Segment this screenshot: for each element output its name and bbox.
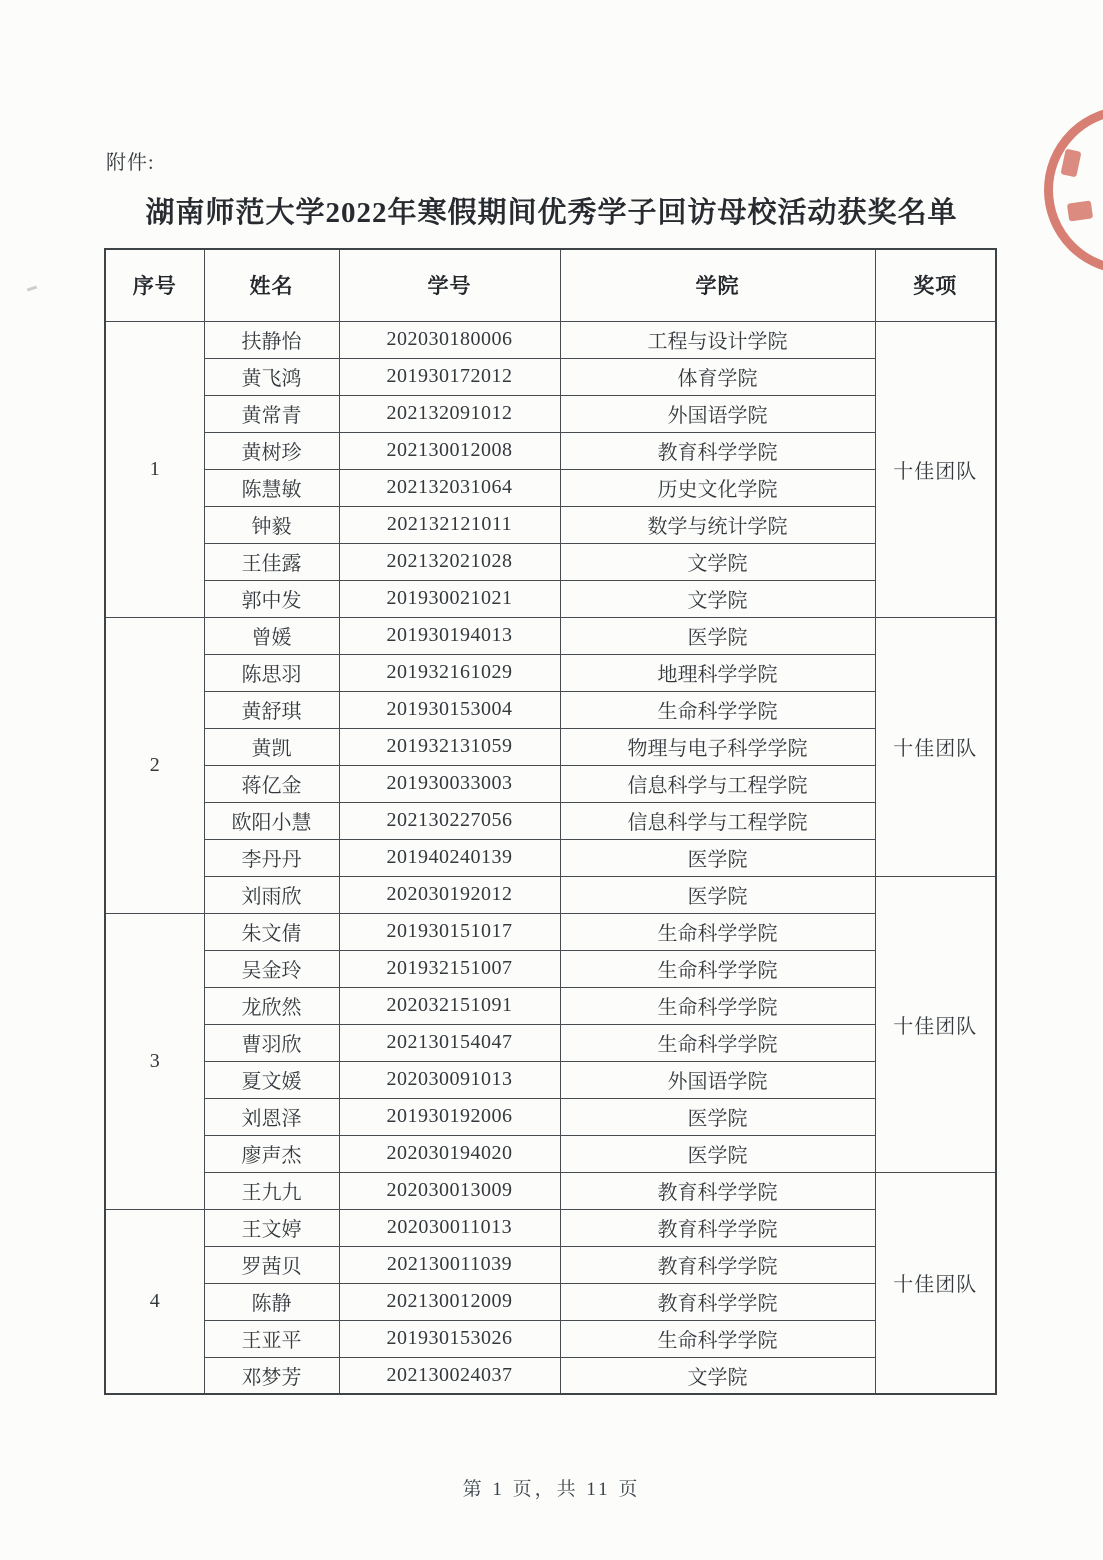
table-row	[105, 802, 996, 839]
student-id-cell: 201930021021	[339, 580, 560, 617]
name-cell: 黄舒琪	[204, 691, 339, 728]
name-cell: 刘恩泽	[204, 1098, 339, 1135]
student-id-cell: 201932151007	[339, 950, 560, 987]
college-cell: 文学院	[560, 580, 875, 617]
page-footer: 第 1 页，共 11 页	[462, 1479, 641, 1500]
student-id-cell: 202132121011	[339, 506, 560, 543]
student-id-cell: 201930153004	[339, 691, 560, 728]
student-id-cell: 201930192006	[339, 1098, 560, 1135]
table-row	[105, 506, 996, 543]
name-cell: 吴金玲	[204, 950, 339, 987]
name-cell: 罗茜贝	[204, 1246, 339, 1283]
name-cell: 王亚平	[204, 1320, 339, 1357]
attachment-label: 附件:	[106, 152, 155, 174]
name-cell: 朱文倩	[204, 913, 339, 950]
red-seal-fragment-icon	[1067, 200, 1093, 221]
award-cell: 十佳团队	[875, 1172, 996, 1394]
college-cell: 教育科学学院	[560, 1172, 875, 1209]
name-cell: 王九九	[204, 1172, 339, 1209]
name-cell: 黄飞鸿	[204, 358, 339, 395]
college-cell: 信息科学与工程学院	[560, 765, 875, 802]
seq-group-cell: 4	[105, 1209, 204, 1394]
college-cell: 生命科学学院	[560, 987, 875, 1024]
student-id-cell: 202130227056	[339, 802, 560, 839]
student-id-cell: 202030192012	[339, 876, 560, 913]
name-cell: 李丹丹	[204, 839, 339, 876]
name-cell: 陈思羽	[204, 654, 339, 691]
name-cell: 扶静怡	[204, 321, 339, 358]
college-cell: 医学院	[560, 876, 875, 913]
college-cell: 生命科学学院	[560, 950, 875, 987]
student-id-cell: 202132021028	[339, 543, 560, 580]
student-id-cell: 202132091012	[339, 395, 560, 432]
college-cell: 教育科学学院	[560, 1283, 875, 1320]
table-header-row	[105, 249, 996, 321]
table-row	[105, 1320, 996, 1357]
student-id-cell: 201930172012	[339, 358, 560, 395]
college-cell: 物理与电子科学学院	[560, 728, 875, 765]
college-cell: 生命科学学院	[560, 1320, 875, 1357]
college-cell: 数学与统计学院	[560, 506, 875, 543]
table-row	[105, 950, 996, 987]
college-cell: 文学院	[560, 1357, 875, 1394]
college-cell: 生命科学学院	[560, 1024, 875, 1061]
header-cell: 学号	[339, 249, 560, 321]
college-cell: 体育学院	[560, 358, 875, 395]
scan-artifact	[27, 286, 37, 292]
college-cell: 教育科学学院	[560, 432, 875, 469]
seq-group-cell: 1	[105, 321, 204, 617]
award-cell: 十佳团队	[875, 617, 996, 876]
name-cell: 曾媛	[204, 617, 339, 654]
college-cell: 医学院	[560, 839, 875, 876]
table-row	[105, 654, 996, 691]
page-title: 湖南师范大学2022年寒假期间优秀学子回访母校活动获奖名单	[145, 197, 958, 229]
college-cell: 医学院	[560, 617, 875, 654]
header-cell: 姓名	[204, 249, 339, 321]
student-id-cell: 202132031064	[339, 469, 560, 506]
table-row	[105, 839, 996, 876]
student-id-cell: 201930033003	[339, 765, 560, 802]
header-cell: 学院	[560, 249, 875, 321]
table-row	[105, 1172, 996, 1209]
student-id-cell: 201940240139	[339, 839, 560, 876]
table-row	[105, 617, 996, 654]
table-row	[105, 1135, 996, 1172]
awards-table	[104, 248, 997, 1395]
name-cell: 王佳露	[204, 543, 339, 580]
name-cell: 陈静	[204, 1283, 339, 1320]
seq-group-cell: 2	[105, 617, 204, 913]
college-cell: 医学院	[560, 1135, 875, 1172]
table-row	[105, 469, 996, 506]
student-id-cell: 202030013009	[339, 1172, 560, 1209]
student-id-cell: 201932161029	[339, 654, 560, 691]
name-cell: 陈慧敏	[204, 469, 339, 506]
name-cell: 夏文媛	[204, 1061, 339, 1098]
name-cell: 刘雨欣	[204, 876, 339, 913]
table-row	[105, 543, 996, 580]
table-row	[105, 321, 996, 358]
student-id-cell: 202130011039	[339, 1246, 560, 1283]
college-cell: 外国语学院	[560, 1061, 875, 1098]
header-cell: 奖项	[875, 249, 996, 321]
college-cell: 生命科学学院	[560, 913, 875, 950]
student-id-cell: 202030194020	[339, 1135, 560, 1172]
student-id-cell: 202032151091	[339, 987, 560, 1024]
student-id-cell: 202130012009	[339, 1283, 560, 1320]
table-row	[105, 580, 996, 617]
table-row	[105, 876, 996, 913]
name-cell: 曹羽欣	[204, 1024, 339, 1061]
name-cell: 廖声杰	[204, 1135, 339, 1172]
college-cell: 历史文化学院	[560, 469, 875, 506]
table-row	[105, 1357, 996, 1394]
student-id-cell: 201930194013	[339, 617, 560, 654]
name-cell: 王文婷	[204, 1209, 339, 1246]
table-row	[105, 913, 996, 950]
name-cell: 郭中发	[204, 580, 339, 617]
student-id-cell: 201930153026	[339, 1320, 560, 1357]
table-row	[105, 1098, 996, 1135]
table-row	[105, 691, 996, 728]
college-cell: 工程与设计学院	[560, 321, 875, 358]
name-cell: 欧阳小慧	[204, 802, 339, 839]
table-row	[105, 1283, 996, 1320]
table-row	[105, 1061, 996, 1098]
college-cell: 信息科学与工程学院	[560, 802, 875, 839]
name-cell: 黄凯	[204, 728, 339, 765]
name-cell: 邓梦芳	[204, 1357, 339, 1394]
college-cell: 地理科学学院	[560, 654, 875, 691]
table-row	[105, 765, 996, 802]
student-id-cell: 202030091013	[339, 1061, 560, 1098]
name-cell: 龙欣然	[204, 987, 339, 1024]
table-row	[105, 1024, 996, 1061]
student-id-cell: 202130154047	[339, 1024, 560, 1061]
student-id-cell: 202030011013	[339, 1209, 560, 1246]
student-id-cell: 202030180006	[339, 321, 560, 358]
student-id-cell: 201932131059	[339, 728, 560, 765]
college-cell: 文学院	[560, 543, 875, 580]
student-id-cell: 201930151017	[339, 913, 560, 950]
table-row	[105, 432, 996, 469]
table-row	[105, 358, 996, 395]
college-cell: 医学院	[560, 1098, 875, 1135]
award-cell: 十佳团队	[875, 876, 996, 1172]
name-cell: 黄树珍	[204, 432, 339, 469]
award-cell: 十佳团队	[875, 321, 996, 617]
college-cell: 生命科学学院	[560, 691, 875, 728]
college-cell: 外国语学院	[560, 395, 875, 432]
table-row	[105, 1209, 996, 1246]
name-cell: 蒋亿金	[204, 765, 339, 802]
college-cell: 教育科学学院	[560, 1246, 875, 1283]
college-cell: 教育科学学院	[560, 1209, 875, 1246]
name-cell: 钟毅	[204, 506, 339, 543]
table-row	[105, 1246, 996, 1283]
name-cell: 黄常青	[204, 395, 339, 432]
table-row	[105, 987, 996, 1024]
table-row	[105, 728, 996, 765]
student-id-cell: 202130024037	[339, 1357, 560, 1394]
red-seal-icon	[1044, 106, 1103, 274]
table-row	[105, 395, 996, 432]
seq-group-cell: 3	[105, 913, 204, 1209]
student-id-cell: 202130012008	[339, 432, 560, 469]
header-cell: 序号	[105, 249, 204, 321]
table-body	[105, 321, 996, 1394]
